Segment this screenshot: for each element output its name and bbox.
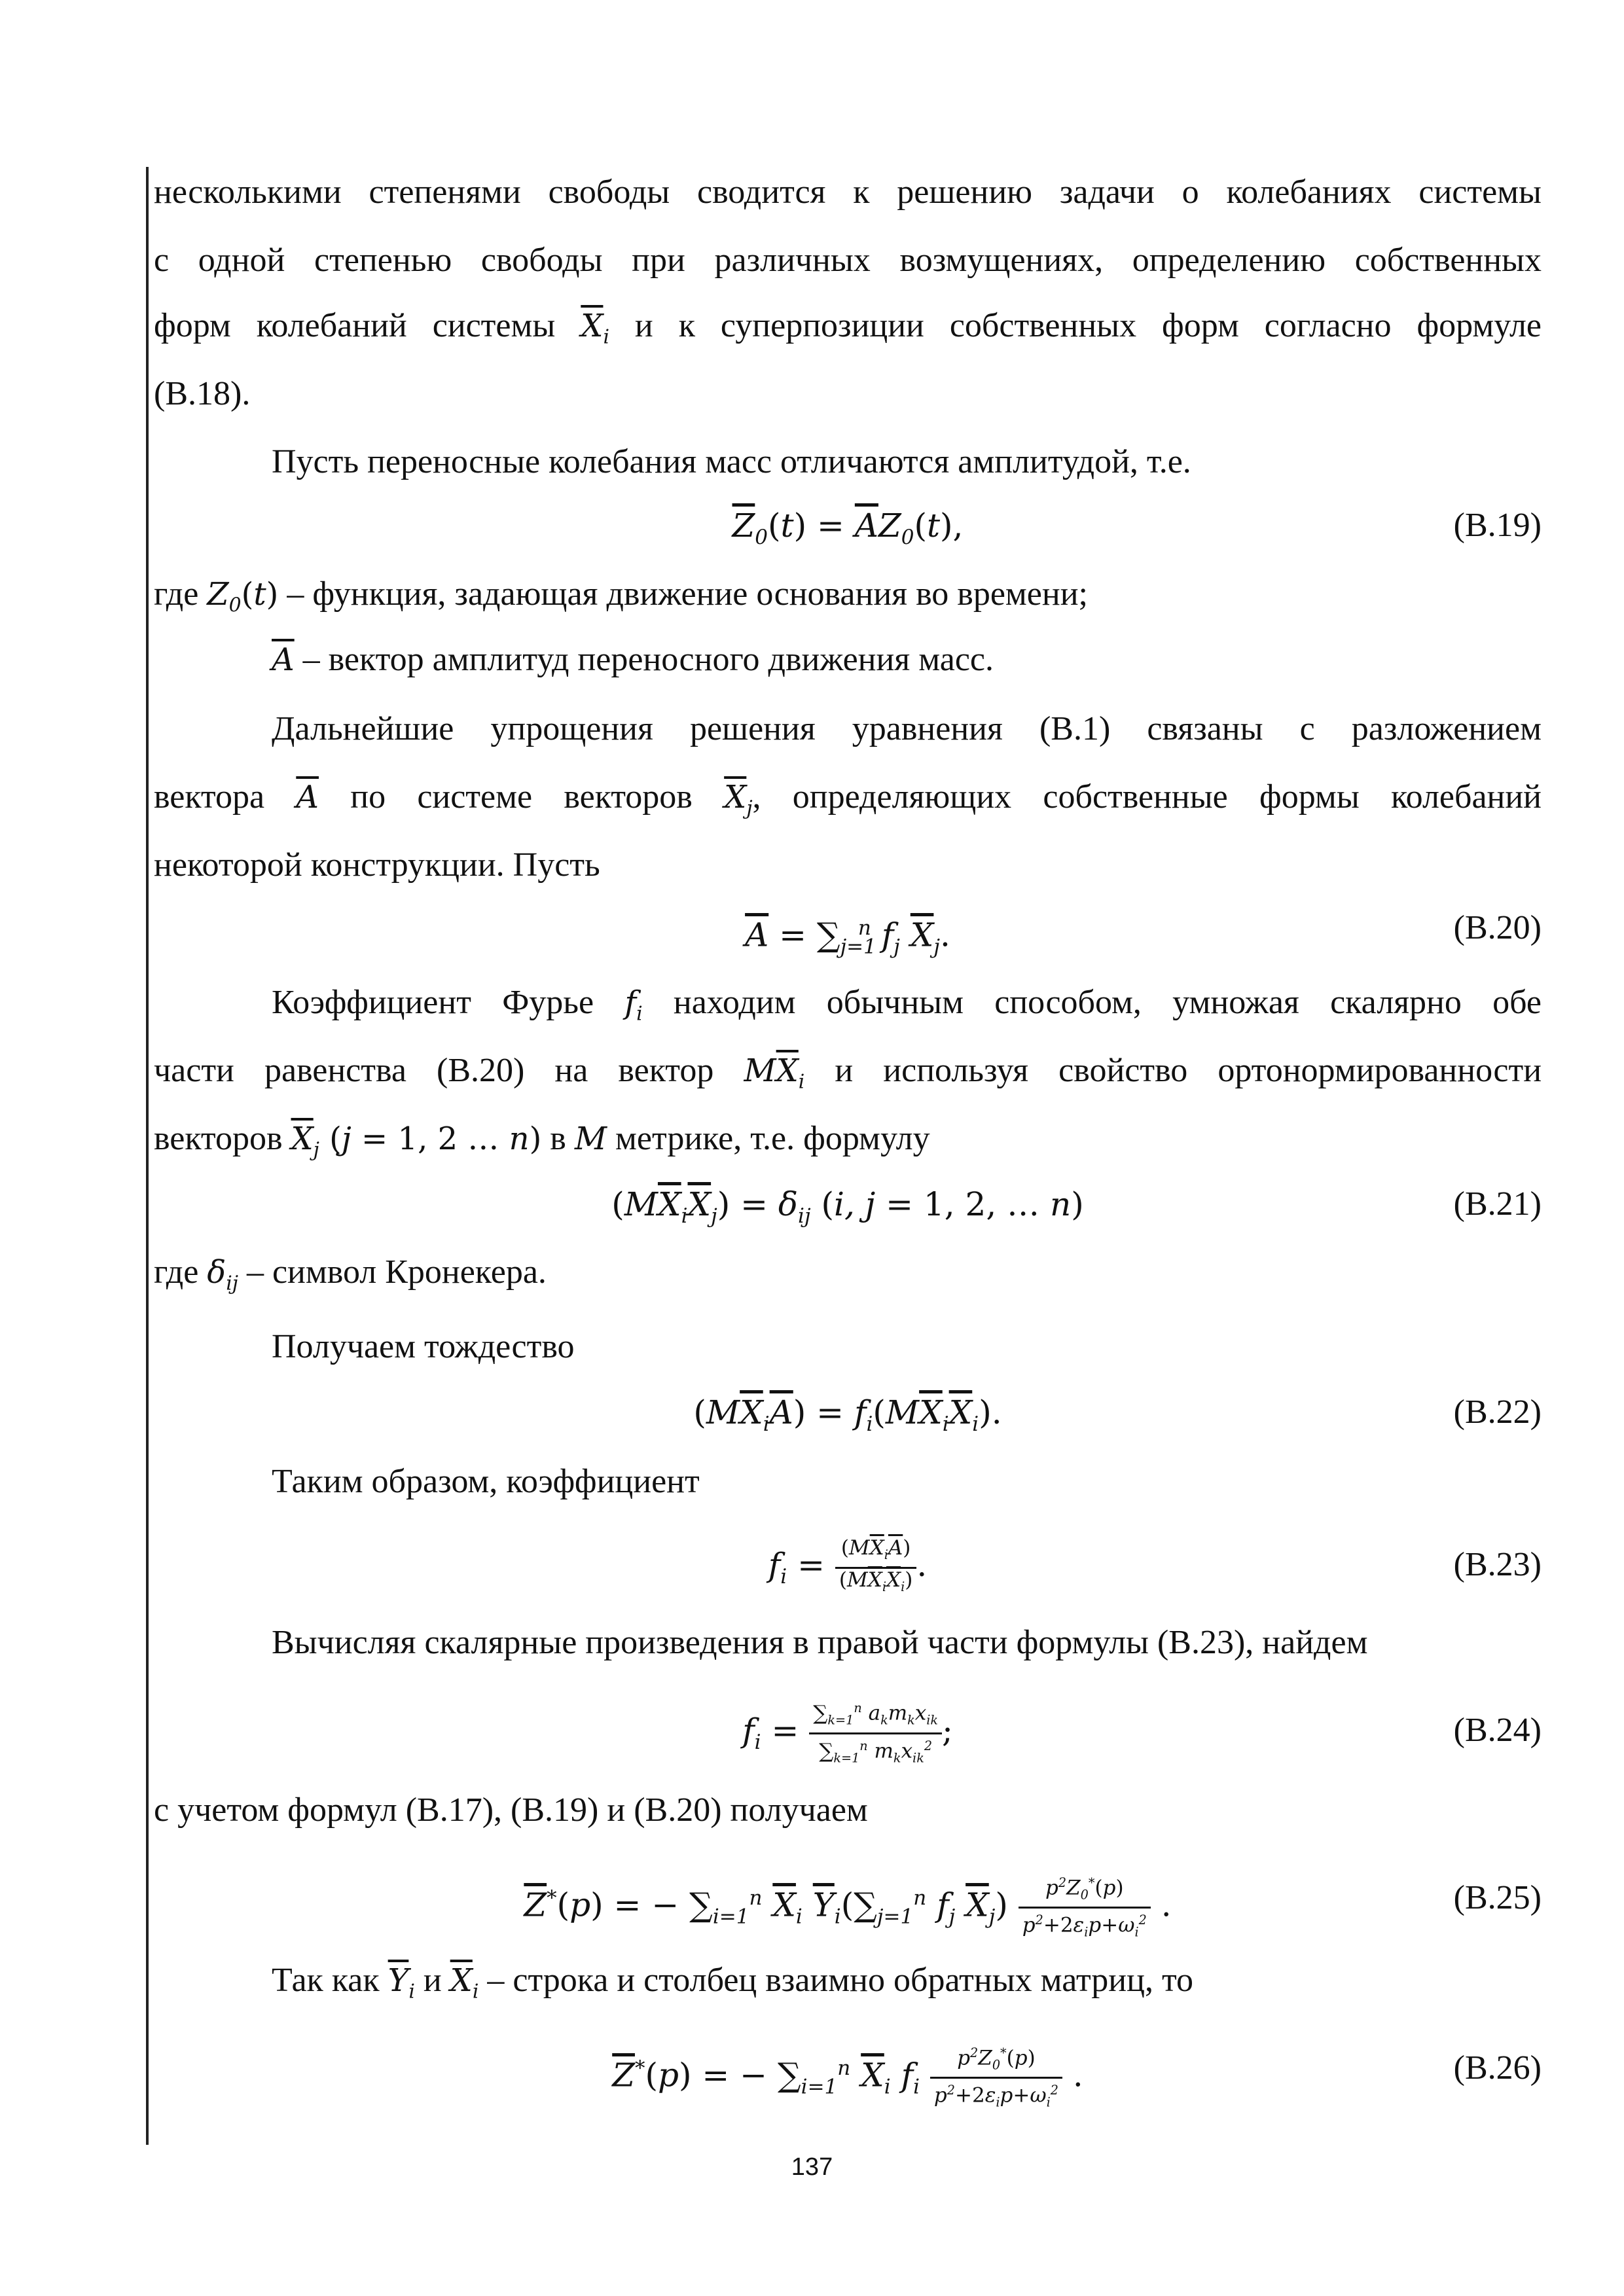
equation-number: (В.24) — [1453, 1712, 1542, 1749]
paragraph-line: где $\delta_{ij}$ – символ Кронекера. — [154, 1253, 547, 1295]
equation-number: (В.26) — [1453, 2049, 1542, 2087]
equation-b21: $(M\overline{X}_i\overline{X}_j) = \delta_{ij}$ (i, j = 1, 2, … n) (В.21) — [154, 1178, 1542, 1230]
paragraph-line: Коэффициент Фурье $f_i$ находим обычным способом, умножая скалярно обе — [272, 984, 1542, 1026]
paragraph-line: Вычисляя скалярные произведения в правой части формулы (В.23), найдем — [272, 1624, 1368, 1661]
paragraph-line: где $Z_0(t)$ – функция, задающая движение основания во времени; — [154, 575, 1088, 617]
paragraph-line: с одной степенью свободы при различных возмущениях, определению собственных — [154, 242, 1542, 279]
paragraph-line: (В.18). — [154, 375, 251, 412]
equation-number: (В.25) — [1453, 1879, 1542, 1916]
paragraph-line: части равенства (В.20) на вектор $M\overline{X}_i$ и используя свойство ортонормированности — [154, 1052, 1542, 1094]
equation-number: (В.20) — [1453, 909, 1542, 946]
equation-b20: $\overline{A} = \sum_{j=1}^n$ $f_j$ $\overline{X}_j$. (В.20) — [154, 902, 1542, 954]
equation-number: (В.22) — [1453, 1393, 1542, 1431]
equation-b23: $f_i$ = $\frac{(M\overline{X}_i\overline{A})}{(M\overline{X}_i\overline{X}_i)}$ . (В.23) — [154, 1529, 1542, 1601]
paragraph-line: Дальнейшие упрощения решения уравнения (В.1) связаны с разложением — [272, 710, 1542, 747]
equation-b24: $f_i$ = $\frac{\sum_{k=1}^n a_km_kx_{ik}}{\sum_{k=1}^n m_kx_{ik}^2}$ ; (В.24) — [154, 1691, 1542, 1770]
paragraph-line: вектора $\overline{A}$ по системе векторов $\overline{X}_j$, определяющих собственные формы колебаний — [154, 778, 1542, 820]
page-number: 137 — [791, 2153, 833, 2181]
paragraph-line: форм колебаний системы $\overline{X}_i$ и к суперпозиции собственных форм согласно формуле — [154, 307, 1542, 349]
paragraph-line: векторов $\overline{X}_j$ (j = 1, 2 … n) в M метрике, т.е. формулу — [154, 1120, 930, 1162]
paragraph-line: Пусть переносные колебания масс отличаются амплитудой, т.е. — [272, 443, 1191, 480]
equation-number: (В.21) — [1453, 1185, 1542, 1223]
paragraph-line: Получаем тождество — [272, 1328, 575, 1365]
equation-b22: $(M\overline{X}_i\overline{A}) = f_i(M\overline{X}_i\overline{X}_i)$. (В.22) — [154, 1386, 1542, 1439]
left-margin-rule — [146, 167, 149, 2145]
paragraph-line: $\overline{A}$ – вектор амплитуд переносного движения масс. — [272, 641, 994, 678]
equation-number: (В.19) — [1453, 507, 1542, 544]
math-inline: $\overline{X}_i$ — [581, 308, 609, 349]
paragraph-line: Так как $\overline{Y}_i$ и $\overline{X}_i$ – строка и столбец взаимно обратных матриц, то — [272, 1962, 1194, 2003]
paragraph-line: Таким образом, коэффициент — [272, 1463, 700, 1500]
paragraph-line: с учетом формул (В.17), (В.19) и (В.20) получаем — [154, 1791, 868, 1829]
paragraph-line: некоторой конструкции. Пусть — [154, 846, 600, 884]
paragraph-line: несколькими степенями свободы сводится к решению задачи о колебаниях системы — [154, 173, 1542, 211]
equation-b26: $\overline{Z}^*(p)$ = − $\sum_{i=1}^n$ $\overline{X}_i$ $f_i$ $\frac{p^2Z_0^*(p)}{p^2+2\varepsilon_ip+\omega_i^2}$ . (В.26) — [154, 2029, 1542, 2108]
equation-b19: $\overline{Z}_0(t) = \overline{A}Z_0(t)$, (В.19) — [154, 499, 1542, 552]
equation-b25: $\overline{Z}^*(p)$ = − $\sum_{i=1}^n$ $\overline{X}_i$ $\overline{Y}_i(\sum_{j=1}^n$ $f_j$ $\overline{X}_j$) $\frac{p^2Z_0^*(p)}{p^2+2\varepsilon_ip+\omega_i^2}$ . (В.25) — [154, 1859, 1542, 1937]
equation-number: (В.23) — [1453, 1546, 1542, 1583]
